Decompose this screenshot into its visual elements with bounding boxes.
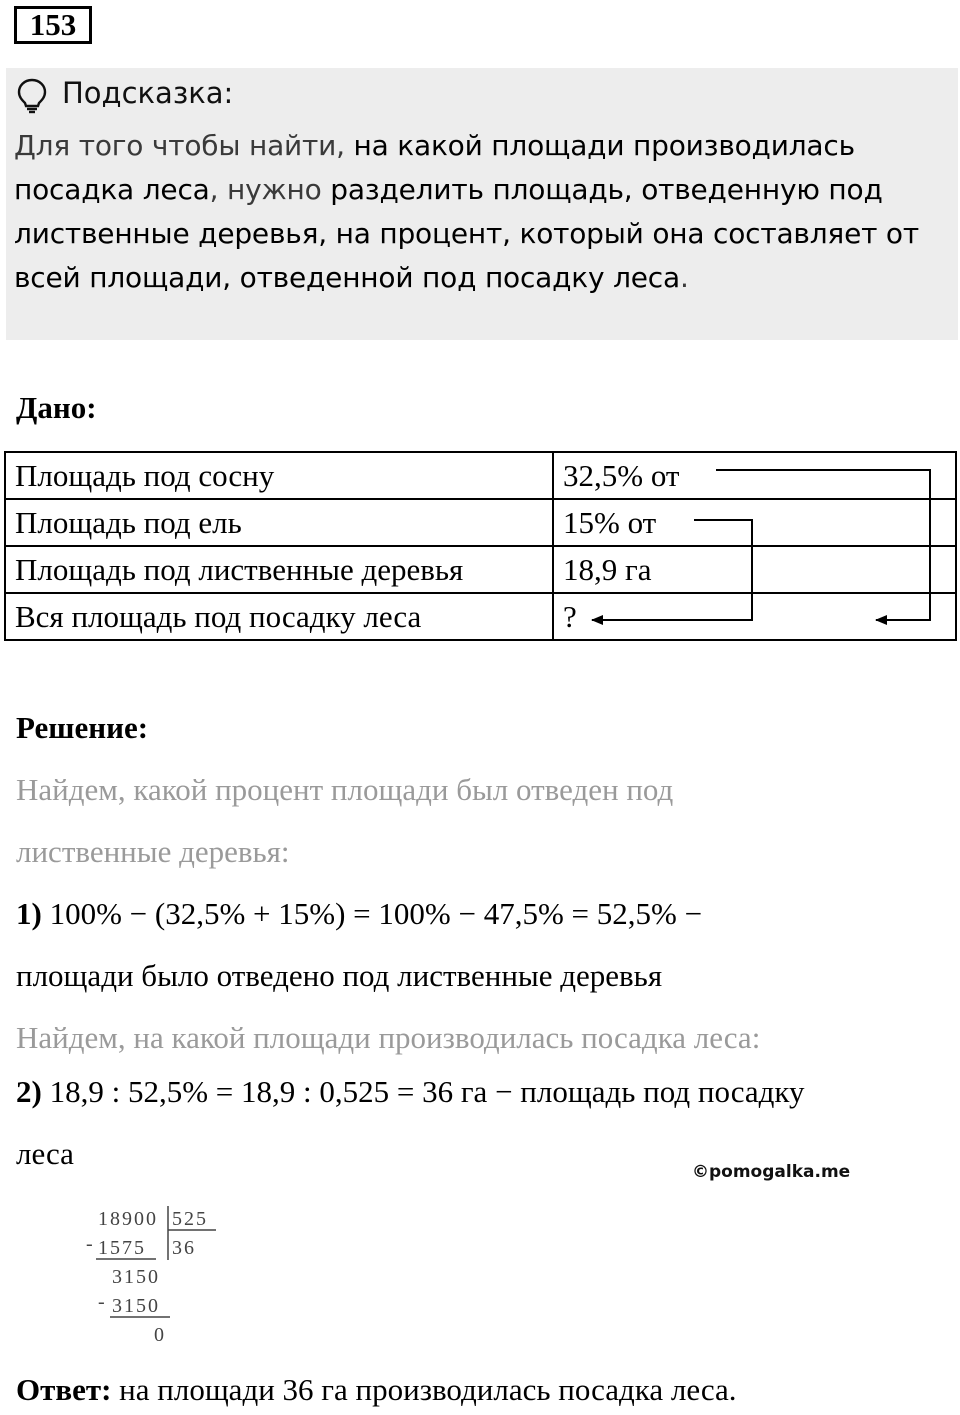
given-label: Дано: — [16, 390, 97, 425]
solution-step-1-cont: площади было отведено под лиственные деревья — [16, 958, 663, 993]
row-label: Площадь под лиственные деревья — [5, 546, 553, 593]
task-number: 153 — [14, 6, 92, 44]
hint-text — [14, 124, 944, 300]
hint-plain: . — [679, 261, 689, 294]
hint-plain: Для того чтобы найти, — [14, 129, 354, 162]
solution-intro-1: Найдем, какой процент площади был отведен под — [16, 772, 674, 807]
given-table — [4, 451, 957, 641]
table-row — [5, 546, 956, 593]
row-label: Площадь под ель — [5, 499, 553, 546]
watermark: ©pomogalka.me — [692, 1162, 851, 1182]
step-text: 18,9 : 52,5% = 18,9 : 0,525 = 36 га − площадь под посадку — [41, 1074, 805, 1109]
division-minus-sign: - — [86, 1233, 95, 1255]
division-sub1: 1575 — [98, 1237, 146, 1259]
step-number: 1) — [16, 896, 42, 931]
division-remainder: 0 — [154, 1324, 166, 1346]
table-row — [5, 452, 956, 499]
solution-step-2-cont: леса — [16, 1136, 74, 1171]
hint-emphasis: разделить площадь, отведенную под лиственные деревья, на процент, который она составляет от всей площади, отведенной под посадку леса — [14, 173, 919, 294]
row-value: 18,9 га — [553, 546, 956, 593]
division-quotient: 36 — [172, 1237, 196, 1259]
division-rem1: 3150 — [112, 1266, 160, 1288]
row-label: Площадь под сосну — [5, 452, 553, 499]
division-divisor: 525 — [172, 1208, 208, 1230]
answer-text: на площади 36 га производилась посадка леса. — [111, 1372, 737, 1407]
solution-label: Решение: — [16, 710, 149, 745]
step-text: 100% − (32,5% + 15%) = 100% − 47,5% = 52,5% − — [41, 896, 703, 931]
solution-intro-2: Найдем, на какой площади производилась посадка леса: — [16, 1020, 761, 1055]
row-value: 32,5% от — [553, 452, 956, 499]
table-row — [5, 499, 956, 546]
solution-step-2 — [16, 1074, 805, 1110]
solution-step-1 — [16, 896, 702, 932]
row-value: ? — [553, 593, 956, 640]
hint-title: Подсказка: — [62, 76, 234, 110]
answer-label: Ответ: — [16, 1372, 112, 1407]
lightbulb-icon — [16, 78, 48, 114]
step-number: 2) — [16, 1074, 42, 1109]
division-minus-sign: - — [98, 1291, 107, 1313]
row-value: 15% от — [553, 499, 956, 546]
answer — [16, 1372, 737, 1408]
hint-plain: , нужно — [209, 173, 331, 206]
solution-intro-1-cont: лиственные деревья: — [16, 834, 290, 869]
division-sub2: 3150 — [112, 1295, 160, 1317]
division-dividend: 18900 — [98, 1208, 158, 1230]
table-row — [5, 593, 956, 640]
hint-emphasis: на какой площади производилась посадка леса — [14, 129, 855, 206]
long-division — [80, 1200, 240, 1350]
row-label: Вся площадь под посадку леса — [5, 593, 553, 640]
